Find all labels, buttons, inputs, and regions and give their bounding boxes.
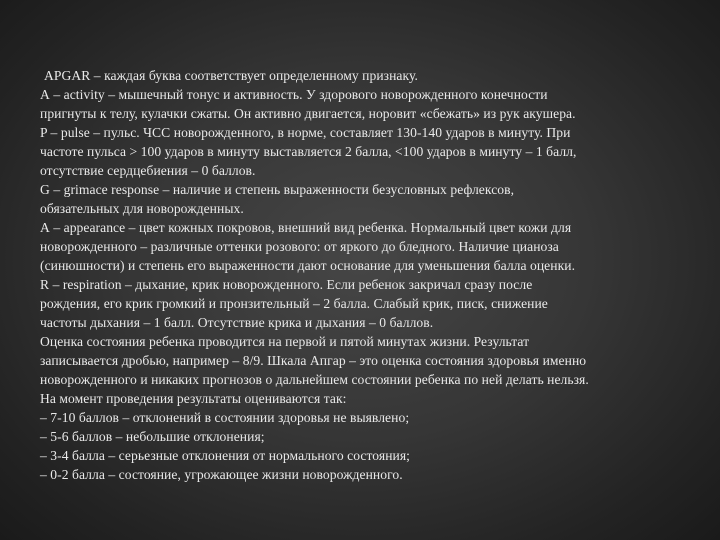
text-line: (синюшности) и степень его выраженности дают основание для уменьшения балла оценки. — [40, 258, 576, 273]
text-line: новорожденного и никаких прогнозов о дальнейшем состоянии ребенка по ней делать нельзя. — [40, 372, 589, 387]
text-line: пригнуты к телу, кулачки сжаты. Он активно двигается, норовит «сбежать» из рук акушера. — [40, 106, 576, 121]
text-line: – 3-4 балла – серьезные отклонения от нормального состояния; — [40, 448, 410, 463]
text-line: обязательных для новорожденных. — [40, 201, 244, 216]
text-line: записывается дробью, например – 8/9. Шкала Апгар – это оценка состояния здоровья именно — [40, 353, 587, 368]
text-line: отсутствие сердцебиения – 0 баллов. — [40, 163, 256, 178]
slide-body-text — [40, 66, 710, 484]
text-line: новорожденного – различные оттенки розового: от яркого до бледного. Наличие цианоза — [40, 239, 559, 254]
text-line: – 7-10 баллов – отклонений в состоянии здоровья не выявлено; — [40, 410, 410, 425]
text-line: G – grimace response – наличие и степень выраженности безусловных рефлексов, — [40, 182, 515, 197]
text-line: частоты дыхания – 1 балл. Отсутствие крика и дыхания – 0 баллов. — [40, 315, 434, 330]
text-line: – 0-2 балла – состояние, угрожающее жизни новорожденного. — [40, 467, 403, 482]
text-line: Оценка состояния ребенка проводится на первой и пятой минутах жизни. Результат — [40, 334, 530, 349]
text-line: P – pulse – пульс. ЧСС новорожденного, в норме, составляет 130-140 ударов в минуту. При — [40, 125, 571, 140]
text-line: R – respiration – дыхание, крик новорожденного. Если ребенок закричал сразу после — [40, 277, 533, 292]
text-line: А – appearance – цвет кожных покровов, внешний вид ребенка. Нормальный цвет кожи для — [40, 220, 572, 235]
text-line: рождения, его крик громкий и пронзительный – 2 балла. Слабый крик, писк, снижение — [40, 296, 548, 311]
text-line: – 5-6 баллов – небольшие отклонения; — [40, 429, 265, 444]
text-line: частоте пульса > 100 ударов в минуту выставляется 2 балла, <100 ударов в минуту – 1 балл, — [40, 144, 577, 159]
text-line: А – activity – мышечный тонус и активность. У здорового новорожденного конечности — [40, 87, 548, 102]
text-line: На момент проведения результаты оцениваются так: — [40, 391, 347, 406]
text-line: APGAR – каждая буква соответствует определенному признаку. — [44, 68, 418, 83]
